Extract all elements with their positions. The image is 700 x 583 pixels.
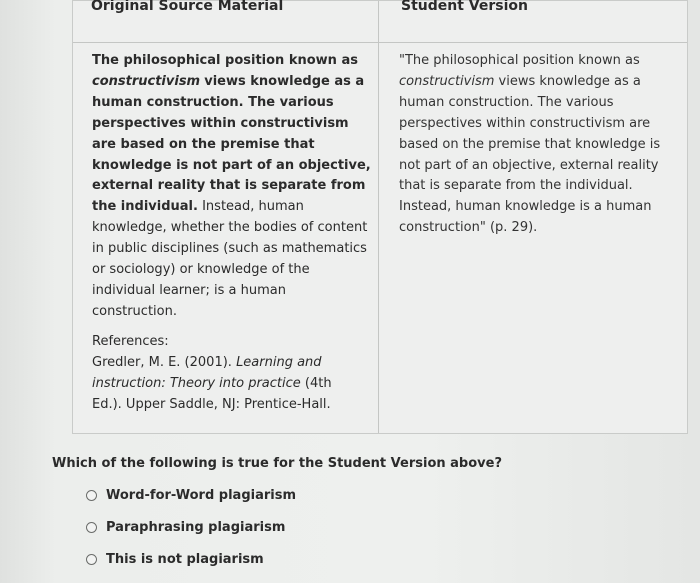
option-label: Word-for-Word plagiarism [106, 487, 296, 503]
radio-icon[interactable] [86, 554, 97, 565]
citation-title: Learning and instruction: Theory into practice [92, 355, 322, 391]
student-version-cell [379, 43, 687, 433]
student-text-1: "The philosophical position known as [399, 53, 640, 68]
student-text-2: views knowledge as a human construction. The various perspectives within constructivism are based on the premise that knowledge is not part of an objective, external reality that is separate from the individual. Instead, human knowledge is a human construction" (p. 29). [399, 73, 661, 236]
header-original-label: Original Source Material [91, 0, 284, 14]
question-text: Which of the following is true for the Student Version above? [52, 456, 502, 471]
radio-icon[interactable] [86, 522, 97, 533]
student-text-term: constructivism [399, 73, 495, 89]
references-block [92, 331, 362, 415]
radio-icon[interactable] [86, 490, 97, 501]
original-source-cell [73, 43, 379, 433]
references-label: References: [92, 334, 169, 349]
citation-publisher: (4th Ed.). Upper Saddle, NJ: Prentice-Hall. [92, 376, 332, 412]
original-text-normal: Instead, human knowledge, whether the bodies of content in public disciplines (such as mathematics or sociology) or knowledge of the individual learner; is a human construction. [92, 199, 368, 319]
header-student-label: Student Version [401, 0, 528, 14]
original-source-text [92, 51, 372, 323]
header-student [379, 1, 687, 43]
citation-author: Gredler, M. E. (2001). [92, 355, 232, 370]
option-paraphrasing[interactable] [86, 517, 285, 537]
comparison-table [72, 0, 688, 434]
option-word-for-word[interactable] [86, 485, 296, 505]
option-not-plagiarism[interactable] [86, 549, 264, 569]
original-text-term: constructivism [92, 73, 201, 89]
student-version-text [399, 51, 674, 239]
option-label: This is not plagiarism [106, 551, 264, 567]
option-label: Paraphrasing plagiarism [106, 519, 286, 535]
reference-citation [92, 352, 362, 415]
original-text-bold-2: views knowledge as a human construction. The various perspectives within constructivism are based on the premise that knowledge is not part of an objective, external reality that is separate from the individual. [92, 73, 371, 215]
header-original [73, 1, 379, 43]
original-text-bold-1: The philosophical position known as [92, 53, 358, 68]
